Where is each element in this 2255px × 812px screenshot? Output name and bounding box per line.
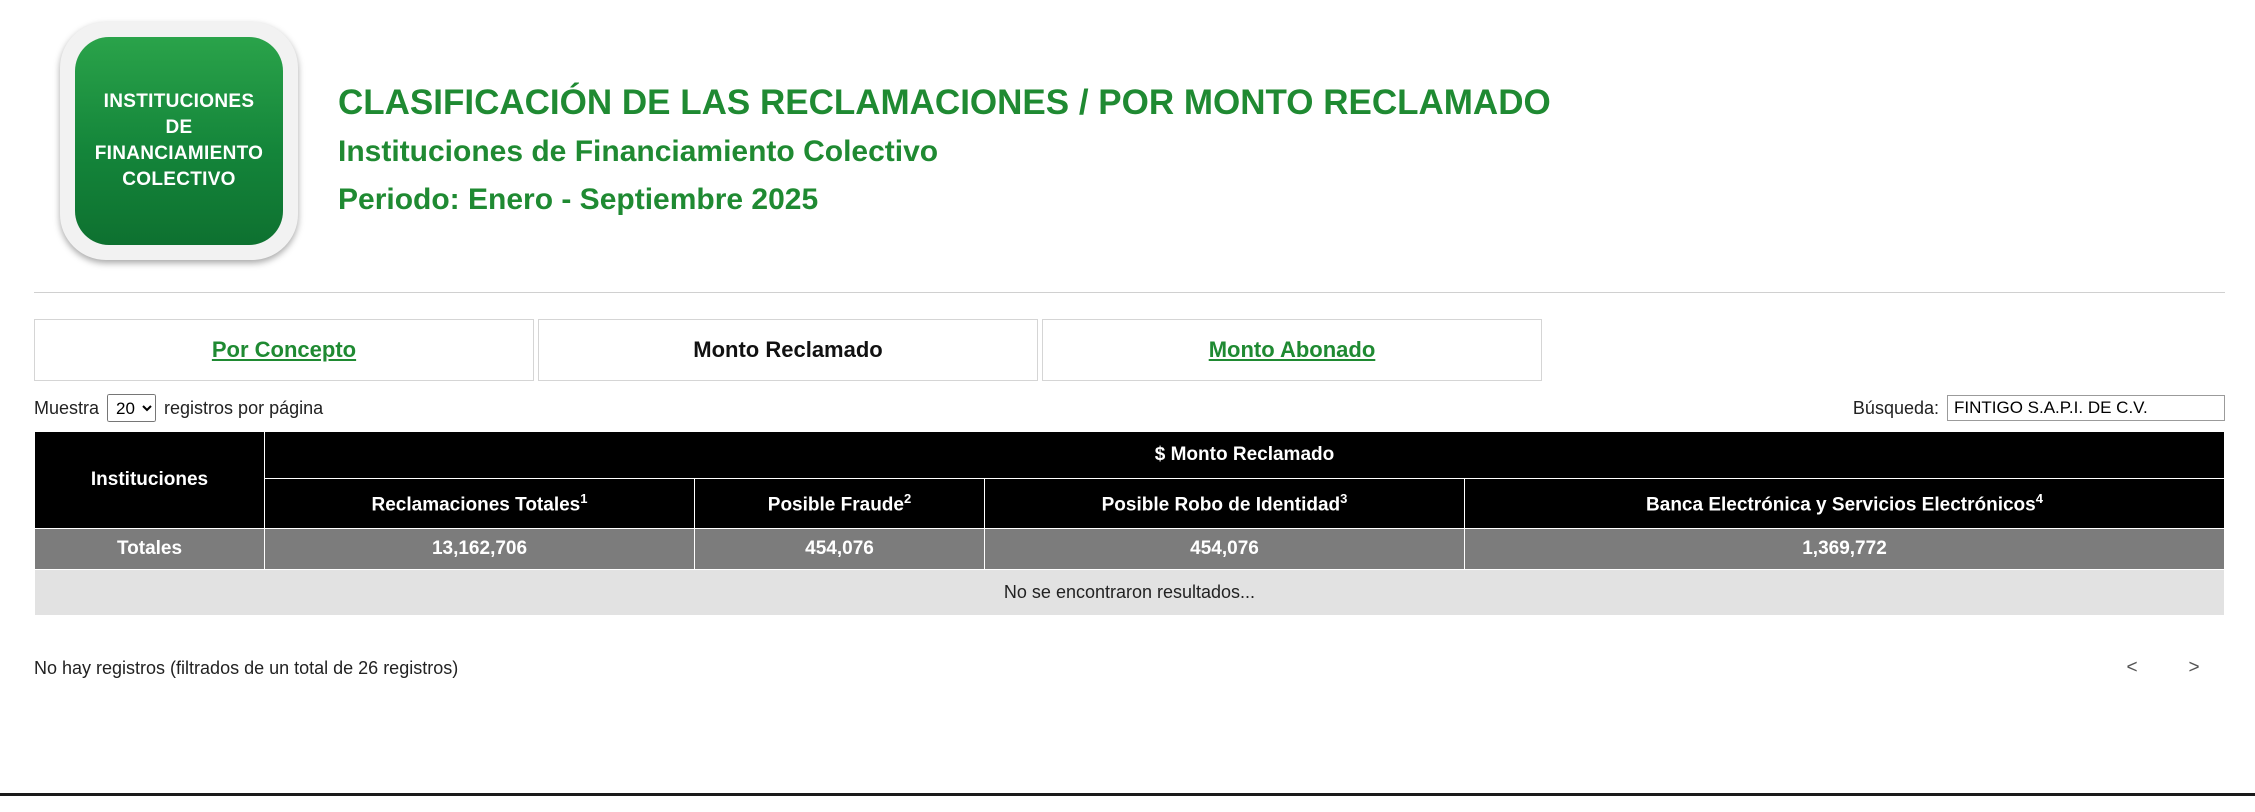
table-foot	[35, 616, 2225, 641]
totales-banca-electronica: 1,369,772	[1465, 529, 2225, 570]
totales-reclamaciones-totales: 13,162,706	[265, 529, 695, 570]
page-length-suffix: registros por página	[164, 397, 324, 418]
table-head	[35, 432, 2225, 529]
tab-monto-reclamado-label: Monto Reclamado	[693, 337, 883, 362]
col-reclamaciones-totales-label: Reclamaciones Totales	[371, 494, 581, 516]
empty-message: No se encontraron resultados...	[35, 570, 2225, 616]
page-length-select[interactable]	[107, 394, 156, 422]
pagination-next[interactable]: >	[2188, 657, 2200, 679]
tab-por-concepto-label[interactable]: Por Concepto	[211, 337, 357, 362]
tab-por-concepto[interactable]	[34, 319, 534, 381]
page-title: CLASIFICACIÓN DE LAS RECLAMACIONES / POR MONTO RECLAMADO	[338, 83, 1551, 122]
totales-label: Totales	[35, 529, 265, 570]
foot-cell-3	[695, 616, 985, 641]
results-table-wrap	[34, 431, 2225, 641]
col-posible-robo-identidad[interactable]	[985, 479, 1465, 529]
page-header	[0, 0, 2255, 262]
foot-cell-1	[35, 616, 265, 641]
logo-line-3: FINANCIAMIENTO	[94, 143, 264, 164]
foot-cell-5	[1465, 616, 2225, 641]
totales-posible-fraude: 454,076	[695, 529, 985, 570]
page-length-prefix: Muestra	[34, 397, 100, 418]
col-reclamaciones-totales-footnote: 1	[580, 491, 588, 506]
header-divider	[34, 292, 2225, 293]
pagination	[2101, 655, 2225, 681]
title-block	[338, 22, 1551, 224]
logo	[60, 22, 300, 262]
col-banca-electronica-label: Banca Electrónica y Servicios Electrónicos	[1646, 494, 2036, 516]
table-footer	[34, 655, 2225, 681]
logo-line-1: INSTITUCIONES	[103, 91, 255, 112]
table-controls	[34, 393, 2225, 423]
col-posible-fraude-label: Posible Fraude	[767, 494, 904, 516]
logo-line-4: COLECTIVO	[122, 169, 236, 190]
search-input[interactable]	[1947, 395, 2225, 421]
table-head-row-group	[35, 432, 2225, 479]
tab-bar	[34, 319, 2255, 381]
totales-posible-robo-identidad: 454,076	[985, 529, 1465, 570]
logo-inner-badge	[75, 37, 283, 245]
col-banca-electronica[interactable]	[1465, 479, 2225, 529]
logo-outer-frame	[60, 22, 298, 260]
table-body	[35, 529, 2225, 616]
search-label: Búsqueda:	[1852, 397, 1939, 418]
table-foot-row	[35, 616, 2225, 641]
col-banca-electronica-footnote: 4	[2035, 491, 2043, 506]
pagination-prev[interactable]: <	[2126, 657, 2138, 679]
tab-monto-abonado[interactable]	[1042, 319, 1542, 381]
table-row-totales	[35, 529, 2225, 570]
results-table	[34, 431, 2225, 641]
bottom-bar	[0, 793, 2255, 812]
table-head-row-cols	[35, 479, 2225, 529]
page-subtitle: Instituciones de Financiamiento Colectivo	[338, 135, 939, 168]
col-posible-robo-identidad-footnote: 3	[1340, 491, 1348, 506]
col-posible-robo-identidad-label: Posible Robo de Identidad	[1101, 494, 1341, 516]
foot-cell-4	[985, 616, 1465, 641]
col-posible-fraude[interactable]	[695, 479, 985, 529]
record-info: No hay registros (filtrados de un total de 26 registros)	[34, 657, 459, 678]
logo-line-2: DE	[165, 117, 193, 138]
col-instituciones[interactable]: Instituciones	[35, 432, 265, 529]
col-reclamaciones-totales[interactable]	[265, 479, 695, 529]
logo-text	[87, 89, 272, 193]
tab-monto-abonado-label[interactable]: Monto Abonado	[1208, 337, 1376, 362]
tab-monto-reclamado[interactable]	[538, 319, 1038, 381]
col-posible-fraude-footnote: 2	[903, 491, 912, 506]
page-length-control	[34, 394, 323, 422]
col-group-monto-reclamado: $ Monto Reclamado	[265, 432, 2225, 479]
page-period: Periodo: Enero - Septiembre 2025	[338, 183, 819, 216]
table-row-empty	[35, 570, 2225, 616]
search-control	[1853, 395, 2225, 421]
foot-cell-2	[265, 616, 695, 641]
